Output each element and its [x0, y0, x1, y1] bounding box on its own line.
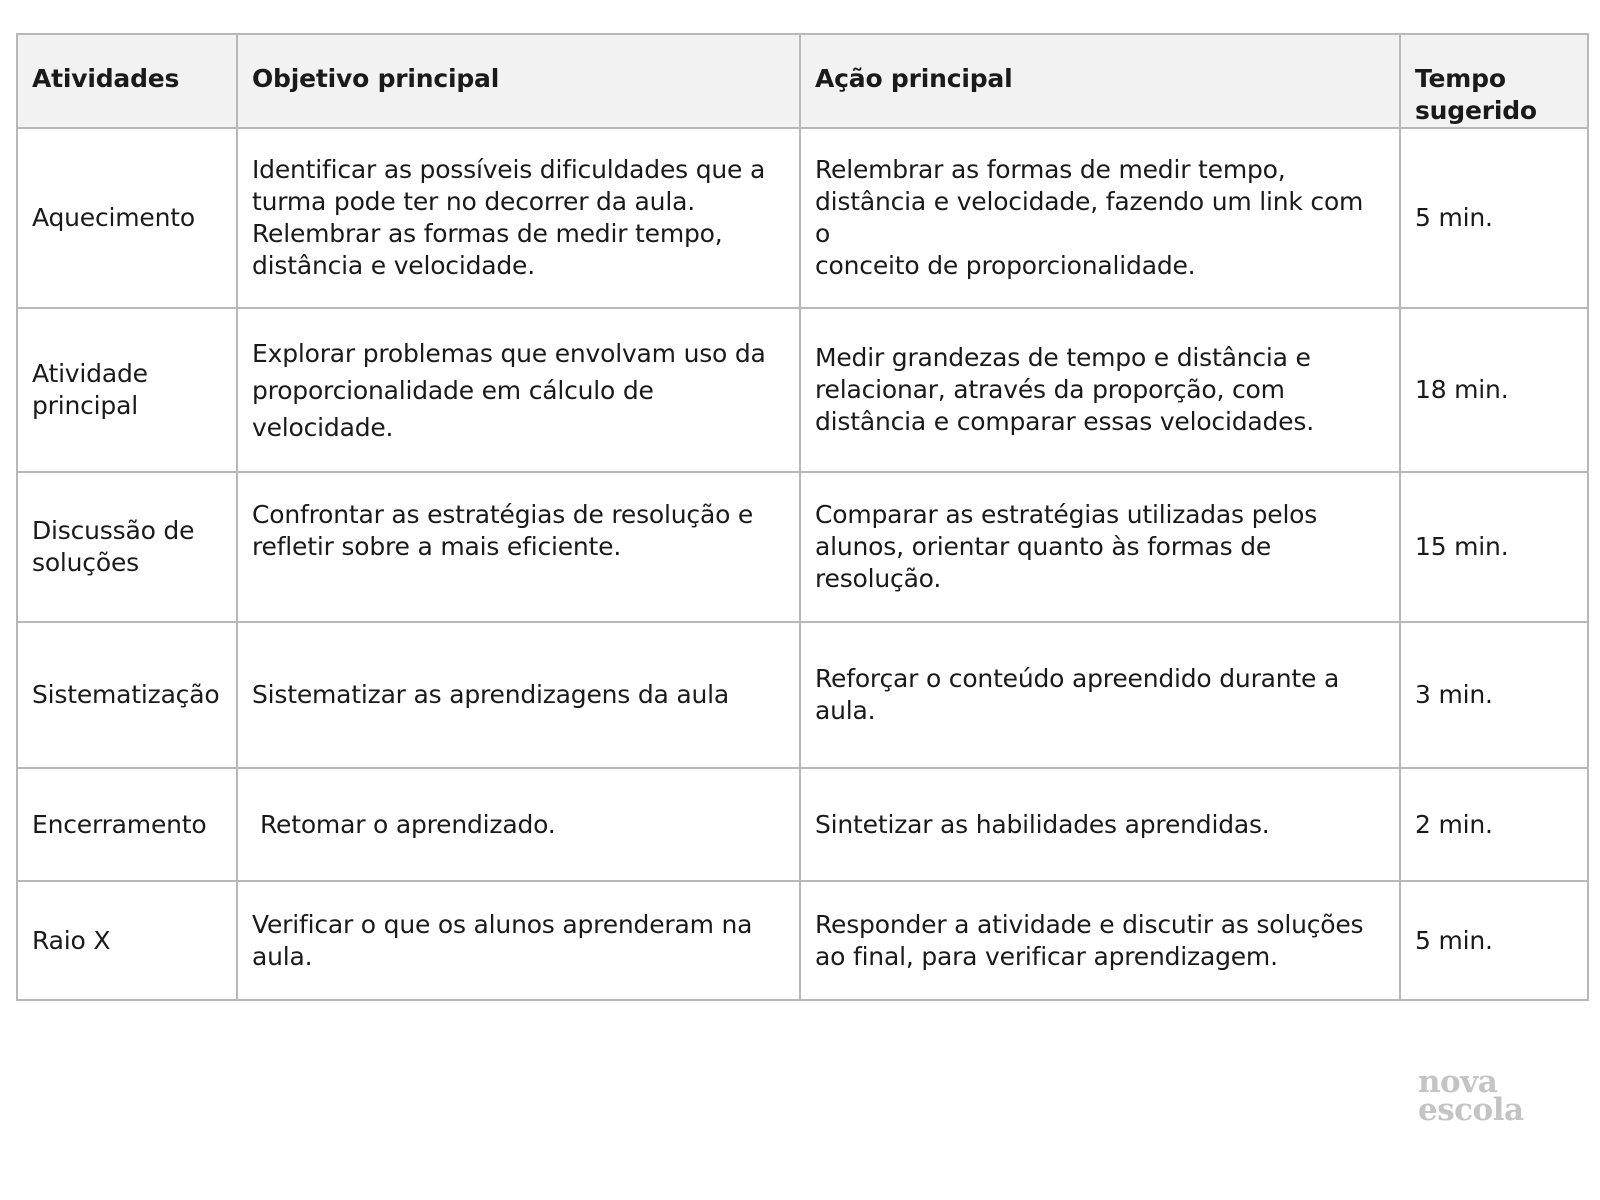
- logo-line-nova: nova: [1418, 1064, 1498, 1100]
- header-tempo-sugerido: Tempo sugerido: [1400, 34, 1588, 128]
- cell-atividade: Sistematização: [17, 622, 237, 768]
- table-header-row: [17, 34, 1588, 128]
- cell-acao: Responder a atividade e discutir as soluções ao final, para verificar aprendizagem.: [800, 881, 1400, 1000]
- cell-tempo: 5 min.: [1400, 128, 1588, 308]
- cell-objetivo: Verificar o que os alunos aprenderam na aula.: [237, 881, 800, 1000]
- table-row: [17, 128, 1588, 308]
- header-atividades: Atividades: [17, 34, 237, 128]
- logo-line-escola: escola: [1418, 1092, 1524, 1128]
- cell-tempo: 2 min.: [1400, 768, 1588, 881]
- cell-objetivo: Retomar o aprendizado.: [237, 768, 800, 881]
- cell-atividade: Atividade principal: [17, 308, 237, 472]
- table-row: [17, 622, 1588, 768]
- header-acao-principal: Ação principal: [800, 34, 1400, 128]
- cell-objetivo: Sistematizar as aprendizagens da aula: [237, 622, 800, 768]
- cell-atividade: Aquecimento: [17, 128, 237, 308]
- table-row: [17, 768, 1588, 881]
- cell-tempo: 3 min.: [1400, 622, 1588, 768]
- cell-objetivo: Explorar problemas que envolvam uso da proporcionalidade em cálculo de velocidade.: [237, 308, 800, 472]
- cell-tempo: 18 min.: [1400, 308, 1588, 472]
- table-row: [17, 881, 1588, 1000]
- cell-atividade: Encerramento: [17, 768, 237, 881]
- cell-objetivo: Identificar as possíveis dificuldades que a turma pode ter no decorrer da aula. Relembrar as formas de medir tempo, distância e velocidade.: [237, 128, 800, 308]
- table-row: [17, 308, 1588, 472]
- cell-acao: Sintetizar as habilidades aprendidas.: [800, 768, 1400, 881]
- table-row: [17, 472, 1588, 622]
- header-objetivo-principal: Objetivo principal: [237, 34, 800, 128]
- cell-tempo: 5 min.: [1400, 881, 1588, 1000]
- cell-acao: Comparar as estratégias utilizadas pelos alunos, orientar quanto às formas de resolução.: [800, 472, 1400, 622]
- nova-escola-logo: [1418, 1064, 1524, 1128]
- cell-acao: Reforçar o conteúdo apreendido durante a aula.: [800, 622, 1400, 768]
- cell-acao: Medir grandezas de tempo e distância e relacionar, através da proporção, com distância e comparar essas velocidades.: [800, 308, 1400, 472]
- cell-objetivo: Confrontar as estratégias de resolução e refletir sobre a mais eficiente.: [237, 472, 800, 622]
- cell-atividade: Raio X: [17, 881, 237, 1000]
- cell-atividade: Discussão de soluções: [17, 472, 237, 622]
- cell-tempo: 15 min.: [1400, 472, 1588, 622]
- cell-acao: Relembrar as formas de medir tempo, distância e velocidade, fazendo um link com o conceito de proporcionalidade.: [800, 128, 1400, 308]
- lesson-plan-table: [16, 33, 1589, 1001]
